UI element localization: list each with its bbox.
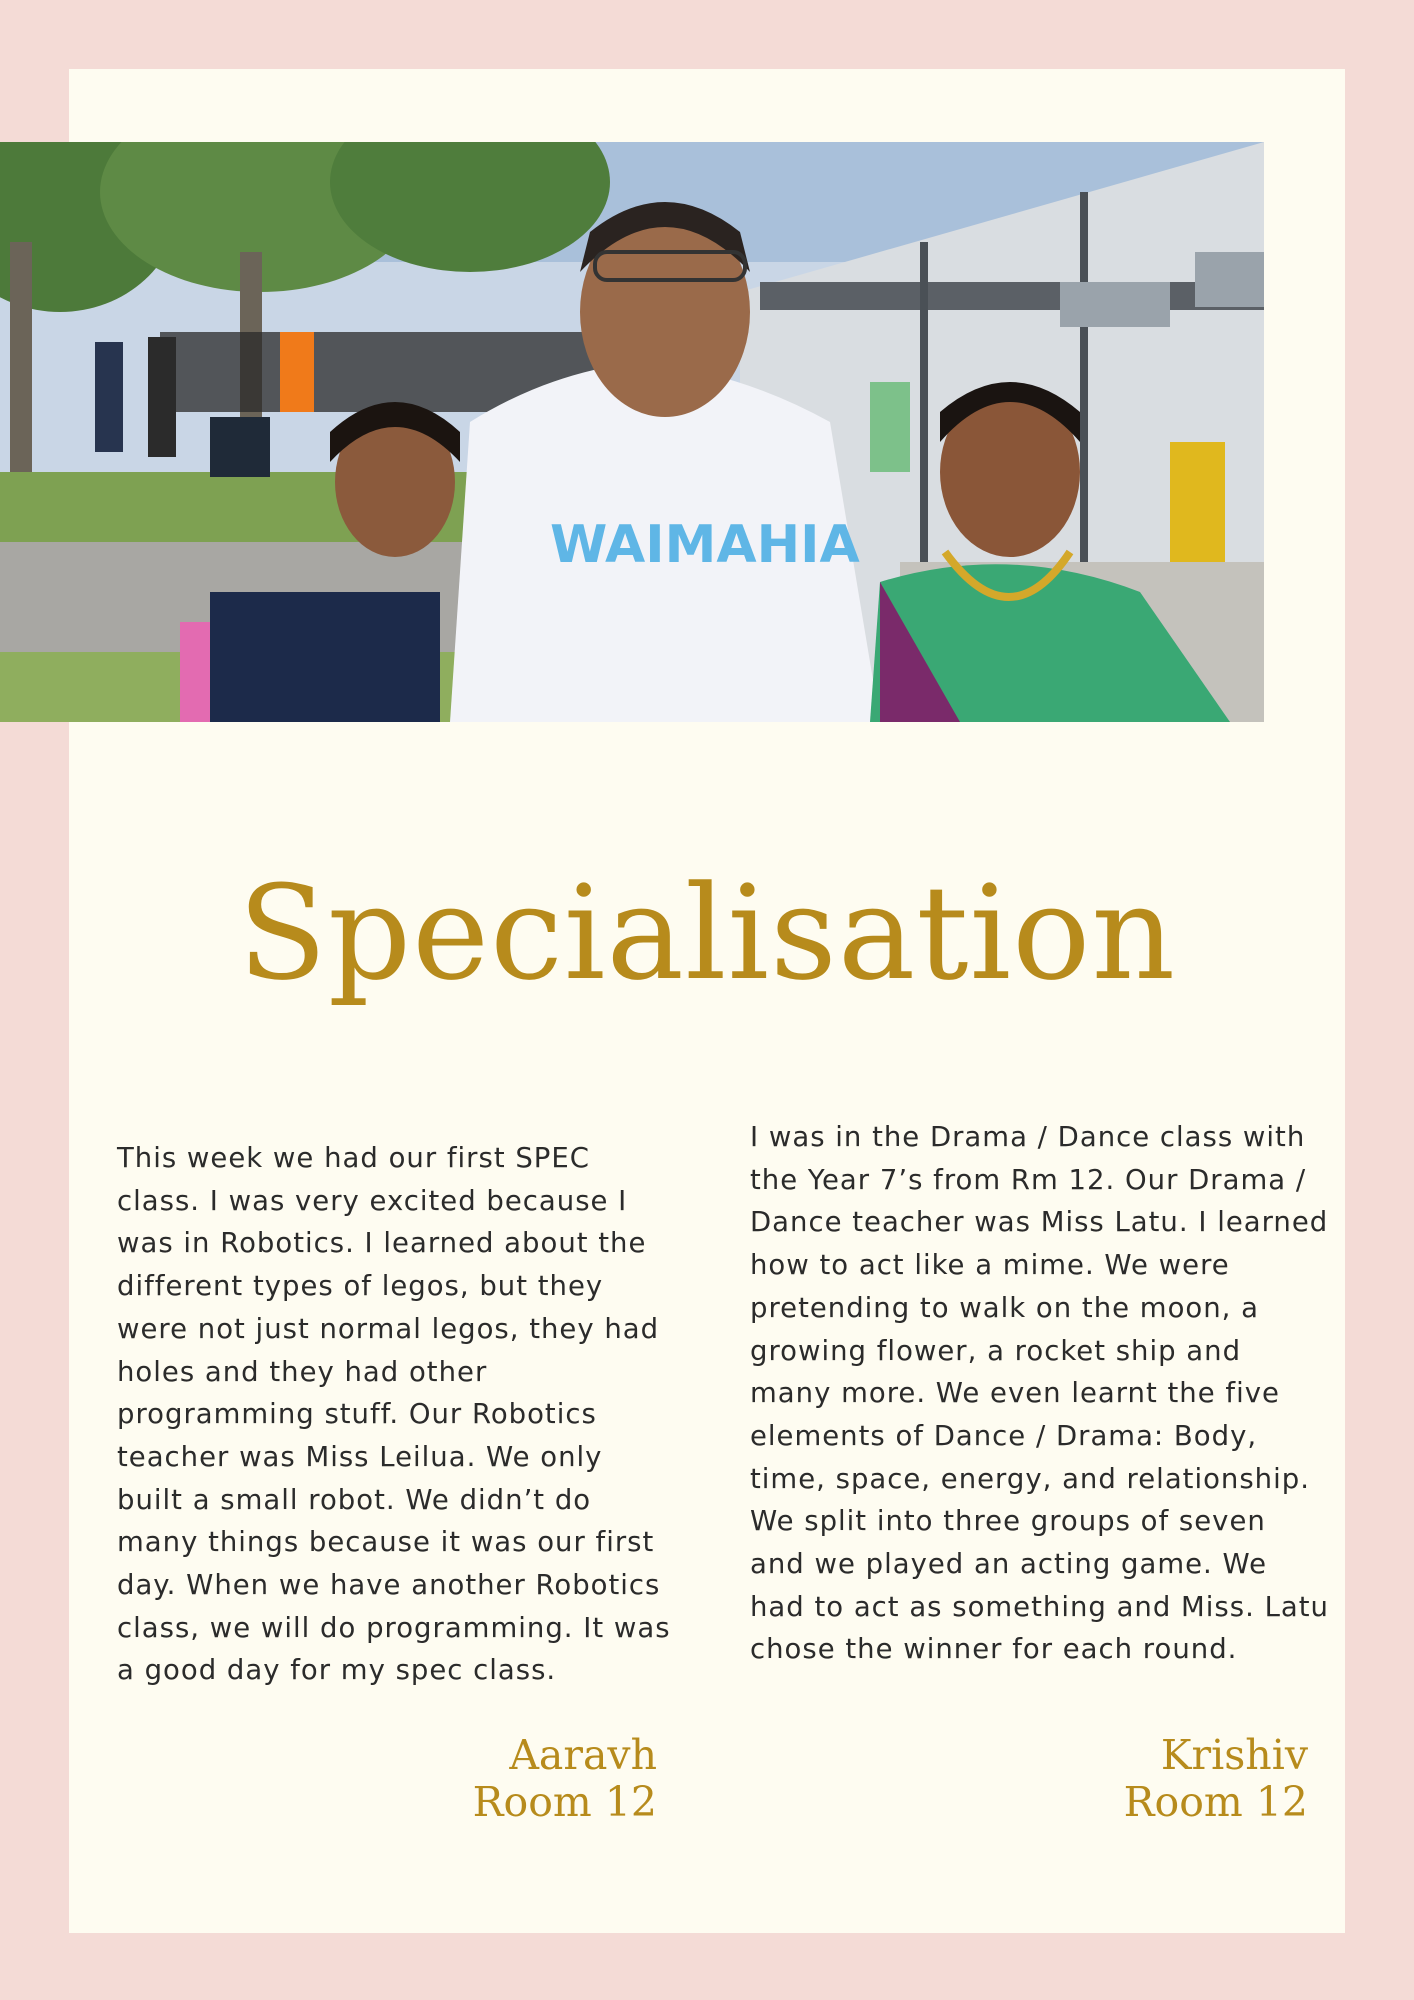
article-right-body: I was in the Drama / Dance class with the Year 7’s from Rm 12. Our Drama / Dance teacher was Miss Latu. I learned how to act like a mime. We were pretending to walk on the moon, a growing flower, a rocket ship and many more. We even learnt the five elements of Dance / Drama: Body, time, space, energy, and relationship. We split into three groups of seven and we played an acting game. We had to act as something and Miss. Latu chose the winner for each round. (750, 1121, 1329, 1666)
article-left-author-block (473, 1732, 657, 1826)
shirt-print: WAIMAHIA (550, 515, 860, 575)
article-right-room: Room 12 (1123, 1778, 1308, 1826)
article-left-author: Aaravh (509, 1731, 657, 1779)
article-right-author-block (1124, 1732, 1308, 1826)
group-photo (0, 142, 1264, 722)
article-right-author: Krishiv (1160, 1731, 1308, 1779)
page-title: Specialisation (237, 857, 1177, 1009)
article-left-room: Room 12 (472, 1778, 657, 1826)
article-left-body: This week we had our first SPEC class. I was very excited because I was in Robotics. I learned about the different types of legos, but they were not just normal legos, they had holes and they had other programming stuff. Our Robotics teacher was Miss Leilua. We only built a small robot. We didn’t do many things because it was our first day. When we have another Robotics class, we will do programming. It was a good day for my spec class. (117, 1142, 671, 1687)
